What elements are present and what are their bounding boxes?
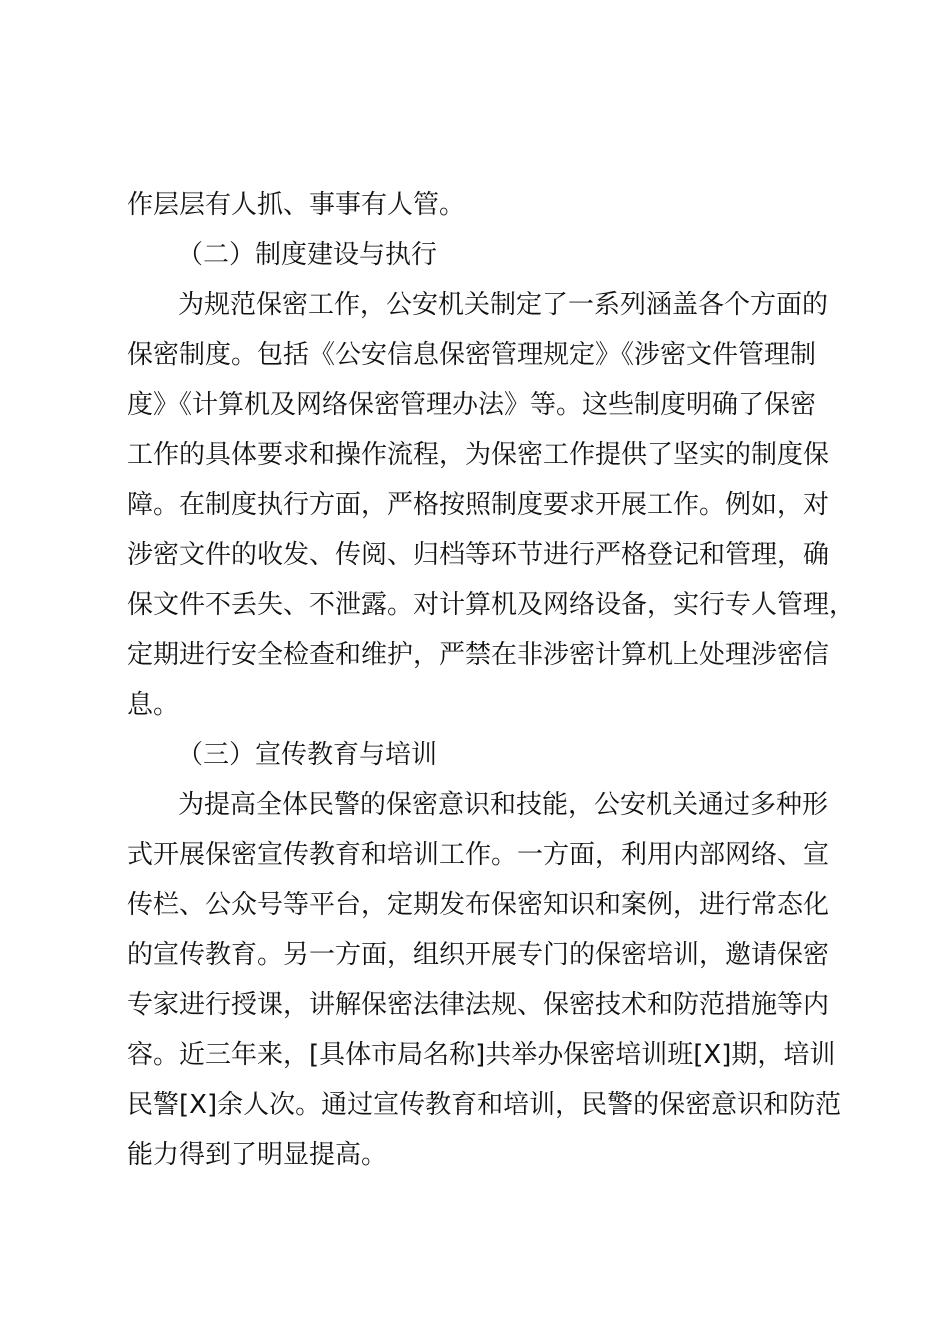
- paragraph-line: 传栏、公众号等平台，定期发布保密知识和案例，进行常态化: [127, 890, 830, 920]
- paragraph-line: 容。近三年来，[具体市局名称]共举办保密培训班[X]期，培训: [127, 1040, 836, 1070]
- paragraph-line: 专家进行授课，讲解保密法律法规、保密技术和防范措施等内: [127, 990, 830, 1020]
- paragraph-line: 保密制度。包括《公安信息保密管理规定》《涉密文件管理制: [127, 340, 817, 370]
- paragraph-line: 能力得到了明显提高。: [127, 1140, 388, 1170]
- paragraph-line: 息。: [127, 690, 180, 720]
- paragraph-line: 为规范保密工作，公安机关制定了一系列涵盖各个方面的: [178, 290, 829, 320]
- paragraph-line: 度》《计算机及网络保密管理办法》等。这些制度明确了保密: [127, 390, 817, 420]
- paragraph-line: 涉密文件的收发、传阅、归档等环节进行严格登记和管理，确: [127, 540, 830, 570]
- paragraph-line: 为提高全体民警的保密意识和技能，公安机关通过多种形: [178, 790, 829, 820]
- paragraph-line: 障。在制度执行方面，严格按照制度要求开展工作。例如，对: [127, 490, 830, 520]
- paragraph-line: 保文件不丢失、不泄露。对计算机及网络设备，实行专人管理，: [127, 590, 856, 620]
- paragraph-line: 式开展保密宣传教育和培训工作。一方面，利用内部网络、宣: [127, 840, 830, 870]
- paragraph-line: 民警[X]余人次。通过宣传教育和培训，民警的保密意识和防范: [127, 1090, 842, 1120]
- section-heading-3: （三）宣传教育与培训: [177, 740, 438, 770]
- paragraph-line: 定期进行安全检查和维护，严禁在非涉密计算机上处理涉密信: [127, 640, 830, 670]
- section-heading-2: （二）制度建设与执行: [177, 240, 438, 270]
- paragraph-line: 的宣传教育。另一方面，组织开展专门的保密培训，邀请保密: [127, 940, 830, 970]
- paragraph-line: 作层层有人抓、事事有人管。: [127, 190, 466, 220]
- paragraph-line: 工作的具体要求和操作流程，为保密工作提供了坚实的制度保: [127, 440, 830, 470]
